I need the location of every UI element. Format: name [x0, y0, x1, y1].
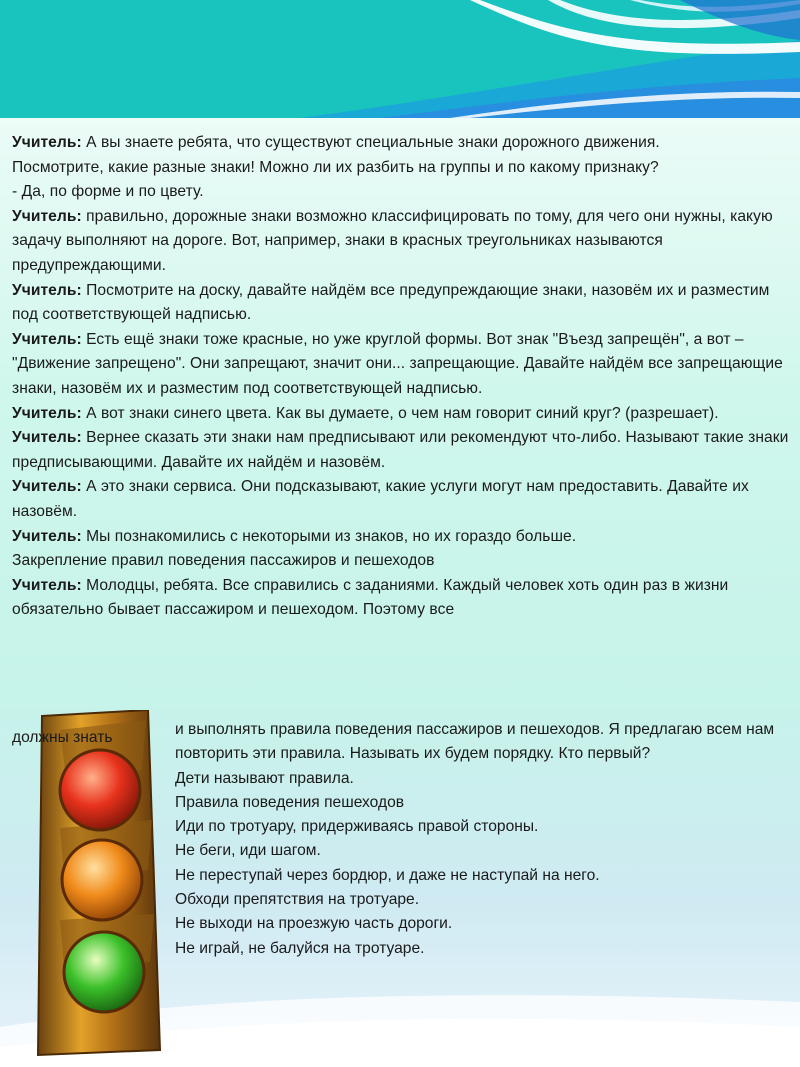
paragraph-text: Молодцы, ребята. Все справились с заданиями. Каждый человек хоть один раз в жизни обязательно бывает пассажиром и пешеходом. Поэтому все: [12, 576, 729, 619]
paragraph-text: Есть ещё знаки тоже красные, но уже круглой формы. Вот знак "Въезд запрещён", а вот – "Движение запрещено". Они запрещают, значит они... запрещающие. Давайте найдём все запрещающие знаки, назовём их и разместим под соответствующей надписью.: [12, 330, 783, 397]
rules-text: [175, 718, 790, 961]
traffic-light-image: [30, 710, 170, 1060]
green-signal: [64, 932, 144, 1012]
paragraph: [12, 180, 792, 205]
rules-line: Не беги, иди шагом.: [175, 842, 321, 860]
paragraph: [12, 156, 792, 181]
paragraph-text: Закрепление правил поведения пассажиров и пешеходов: [12, 552, 435, 570]
speaker-label: Учитель:: [12, 429, 82, 447]
paragraph-text: Мы познакомились с некоторыми из знаков, но их гораздо больше.: [81, 527, 577, 545]
paragraph: [12, 402, 792, 427]
paragraph-text: Посмотрите на доску, давайте найдём все предупреждающие знаки, назовём их и разместим под соответствующей надписью.: [12, 281, 770, 324]
dialogue-text: [12, 131, 792, 623]
paragraph: [12, 328, 792, 402]
paragraph-text: правильно, дорожные знаки возможно классифицировать по тому, для чего они нужны, какую задачу выполняют на дороге. Вот, например, знаки в красных треугольниках называются предупреждающими.: [12, 207, 773, 274]
paragraph: [12, 549, 792, 574]
rules-line: Правила поведения пешеходов: [175, 793, 405, 811]
speaker-label: Учитель:: [12, 478, 82, 496]
speaker-label: Учитель:: [12, 207, 82, 225]
paragraph-text: А вы знаете ребята, что существуют специальные знаки дорожного движения.: [81, 134, 660, 151]
rules-line: Обходи препятствия на тротуаре.: [175, 891, 420, 909]
paragraph-text: Посмотрите, какие разные знаки! Можно ли их разбить на группы и по какому признаку?: [12, 158, 659, 176]
speaker-label: Учитель:: [12, 330, 82, 348]
speaker-label: Учитель:: [12, 404, 82, 422]
overlapped-tail-text: должны знать: [12, 729, 113, 746]
rules-line: Иди по тротуару, придерживаясь правой стороны.: [175, 818, 539, 836]
rules-line: Не выходи на проезжую часть дороги.: [175, 915, 453, 933]
paragraph: [12, 525, 792, 550]
paragraph: [12, 279, 792, 328]
paragraph: [12, 475, 792, 524]
paragraph: [12, 574, 792, 623]
speaker-label: Учитель:: [12, 576, 82, 594]
header-wave-banner: [0, 0, 800, 118]
speaker-label: Учитель:: [12, 527, 82, 545]
rules-line: и выполнять правила поведения пассажиров и пешеходов. Я предлагаю всем нам повторить эти правила. Называть их будем порядку. Кто первый?: [175, 721, 775, 763]
rules-line: Дети называют правила.: [175, 769, 354, 787]
paragraph: [12, 131, 792, 156]
speaker-label: Учитель:: [12, 281, 82, 299]
rules-line: Не играй, не балуйся на тротуаре.: [175, 939, 425, 957]
speaker-label: Учитель:: [12, 134, 82, 151]
paragraph-text: А вот знаки синего цвета. Как вы думаете, о чем нам говорит синий круг? (разрешает).: [81, 404, 719, 422]
paragraph: [12, 205, 792, 279]
yellow-signal: [62, 840, 142, 920]
paragraph-text: - Да, по форме и по цвету.: [12, 183, 204, 201]
red-signal: [60, 750, 140, 830]
paragraph-text: Вернее сказать эти знаки нам предписывают или рекомендуют что-либо. Называют такие знаки предписывающими. Давайте их найдём и назовём.: [12, 429, 789, 471]
paragraph-text: А это знаки сервиса. Они подсказывают, какие услуги могут нам предоставить. Давайте их назовём.: [12, 478, 749, 520]
rules-line: Не переступай через бордюр, и даже не наступай на него.: [175, 866, 600, 884]
paragraph: [12, 426, 792, 475]
